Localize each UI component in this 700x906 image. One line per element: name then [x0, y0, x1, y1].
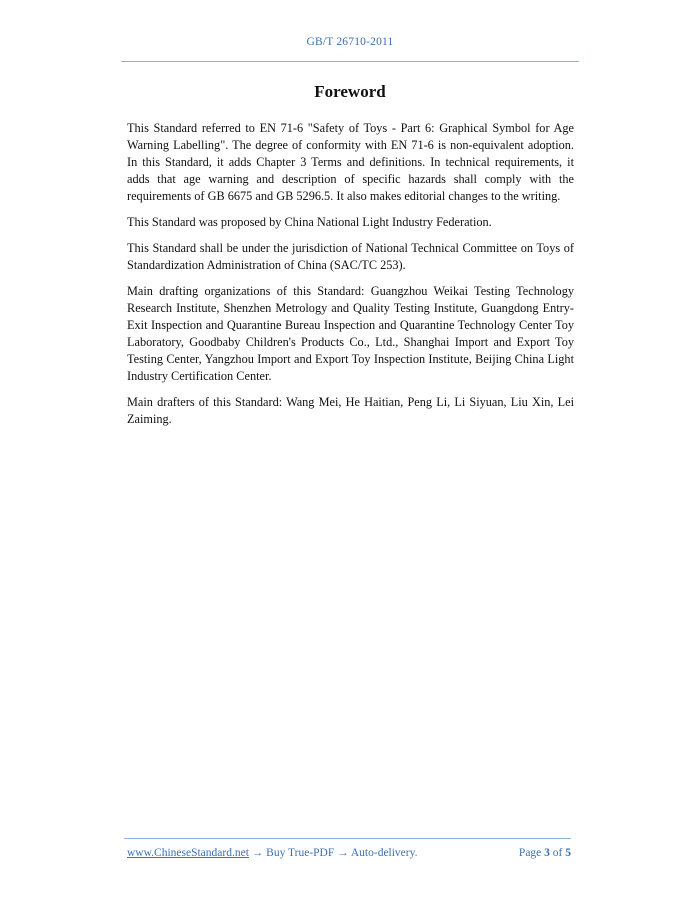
page-header — [121, 36, 579, 48]
arrow-right-icon: → — [337, 847, 349, 859]
arrow-right-icon: → — [251, 847, 264, 859]
paragraph-conformity: This Standard referred to EN 71-6 "Safety of Toys - Part 6: Graphical Symbol for Age Warning Labelling". The degree of conformity with EN 71-6 is non-equivalent adoption. In this Standard, it adds Chapter 3 Terms and definitions. In technical requirements, it adds that age warning and description of specific hazards shall comply with the requirements of GB 6675 and GB 5296.5. It also makes editorial changes to the writing. — [127, 121, 574, 203]
auto-delivery-text: Auto-delivery. — [350, 847, 418, 859]
page-title: Foreword — [314, 82, 386, 101]
page-label: Page — [518, 847, 542, 859]
paragraph-proposed-by: This Standard was proposed by China National Light Industry Federation. — [127, 215, 492, 229]
paragraph-jurisdiction: This Standard shall be under the jurisdiction of National Technical Committee on Toys of Standardization Administration of China (SAC/TC 253). — [127, 241, 574, 272]
header-divider — [121, 61, 579, 62]
website-link[interactable]: www.ChineseStandard.net — [127, 847, 249, 859]
paragraph-drafters: Main drafters of this Standard: Wang Mei, He Haitian, Peng Li, Li Siyuan, Liu Xin, Lei Zaiming. — [127, 395, 574, 426]
document-body — [127, 120, 574, 437]
page-of-label: of — [552, 847, 563, 859]
standard-code: GB/T 26710-2011 — [306, 36, 394, 48]
page-number — [519, 847, 571, 859]
footer-divider — [124, 838, 571, 839]
page-total: 5 — [565, 847, 571, 859]
page-current: 3 — [544, 847, 550, 859]
buy-pdf-text: Buy True-PDF — [266, 847, 335, 859]
paragraph-drafting-organizations: Main drafting organizations of this Standard: Guangzhou Weikai Testing Technology Research Institute, Shenzhen Metrology and Quality Testing Institute, Guangdong Entry-Exit Inspection and Quarantine Bureau Inspection and Quarantine Technology Center Toy Laboratory, Goodbaby Children's Products Co., Ltd., Shanghai Import and Export Toy Testing Center, Yangzhou Import and Export Toy Inspection Institute, Beijing China Light Industry Certification Center. — [127, 284, 574, 383]
footer-promo — [127, 847, 418, 859]
